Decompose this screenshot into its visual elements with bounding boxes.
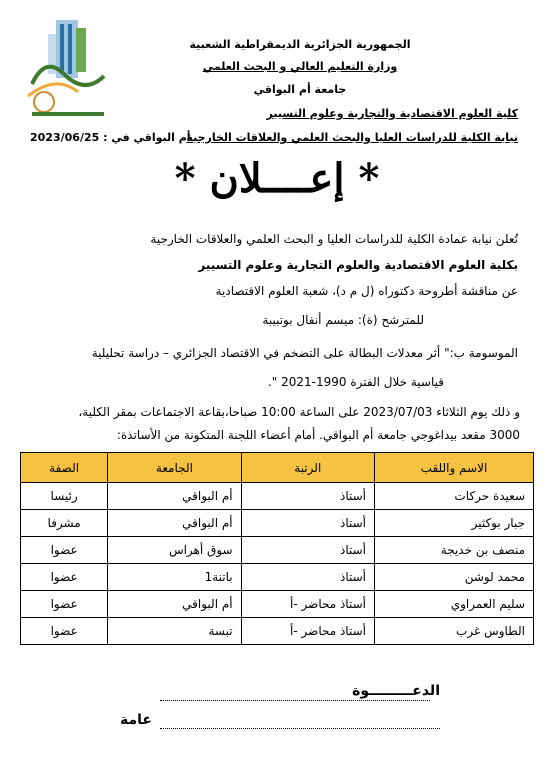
table-header-row — [21, 453, 534, 483]
member-university: أم البواقي — [108, 483, 241, 510]
republic-name: الجمهورية الجزائرية الديمقراطية الشعبية — [189, 38, 411, 51]
member-role: رئيسا — [21, 483, 108, 510]
faculty-name: كلية العلوم الاقتصادية والتجارية وعلوم التسيير — [266, 107, 518, 120]
header-university: الجامعة — [108, 453, 241, 483]
member-university: أم البواقي — [108, 591, 241, 618]
member-name: محمد لوشن — [374, 564, 533, 591]
member-university: تبسة — [108, 618, 241, 645]
university-name: جامعة أم البواقي — [253, 83, 347, 96]
member-role: عضوا — [21, 564, 108, 591]
invitation-scope — [120, 712, 440, 728]
announcement-date: أم البواقي في : 2023/06/25 — [30, 131, 191, 144]
thesis-title-line-1: الموسومة ب:" أثر معدلات البطالة على التضخم في الاقتصاد الجزائري – دراسة تحليلية — [91, 346, 518, 360]
candidate-line: للمترشح (ة): ميسم أنفال بوتبيبة — [262, 313, 424, 327]
member-role: مشرفا — [21, 510, 108, 537]
member-rank: أستاذ — [241, 483, 374, 510]
announcement-line-1: تُعلن نيابة عمادة الكلية للدراسات العليا و البحث العلمي والعلاقات الخارجية — [150, 232, 518, 246]
committee-table — [20, 452, 534, 645]
member-university: أم البواقي — [108, 510, 241, 537]
university-logo — [26, 14, 110, 124]
signature-divider-1 — [160, 700, 430, 701]
member-university: باتنة1 — [108, 564, 241, 591]
defense-time-line: و ذلك يوم الثلاثاء 2023/07/03 على الساعة 10:00 صباحا،بقاعة الاجتماعات بمقر الكلية، — [78, 405, 520, 419]
table-row — [21, 618, 534, 645]
member-rank: أستاذ — [241, 510, 374, 537]
ministry-name: وزارة التعليم العالي و البحث العلمي — [202, 60, 398, 73]
header-name: الاسم واللقب — [374, 453, 533, 483]
table-row — [21, 591, 534, 618]
member-rank: أستاذ — [241, 537, 374, 564]
member-name: سليم العمراوي — [374, 591, 533, 618]
member-role: عضوا — [21, 618, 108, 645]
member-name: جبار بوكثير — [374, 510, 533, 537]
announcement-title: * إعــــلان * — [174, 155, 380, 202]
invitation-scope-text: عامة — [120, 712, 152, 728]
member-name: سعيدة حركات — [374, 483, 533, 510]
thesis-title-line-2: قياسية خلال الفترة 1990-2021 ". — [267, 375, 444, 389]
announcement-line-2: بكلية العلوم الاقتصادية والعلوم التجارية وعلوم التسيير — [198, 258, 518, 272]
table-row — [21, 510, 534, 537]
member-rank: أستاذ محاضر -أ — [241, 618, 374, 645]
member-rank: أستاذ — [241, 564, 374, 591]
member-name: منصف بن خديجة — [374, 537, 533, 564]
university-logo-icon — [26, 14, 110, 124]
invitation-label — [140, 683, 440, 699]
invitation-label-text: الدعـــــــــوة — [352, 683, 440, 699]
member-university: سوق أهراس — [108, 537, 241, 564]
table-row — [21, 483, 534, 510]
table-row — [21, 537, 534, 564]
defense-place-line: 3000 مقعد بيداغوجي جامعة أم البواقي. أمام أعضاء اللجنة المتكونة من الأساتذة: — [116, 428, 520, 442]
deanship-name: نيابة الكلية للدراسات العليا والبحث العلمي والعلاقات الخارجية — [186, 131, 518, 144]
member-rank: أستاذ محاضر -أ — [241, 591, 374, 618]
signature-divider-2 — [160, 728, 440, 729]
member-name: الطاوس غرب — [374, 618, 533, 645]
header-rank: الرتبة — [241, 453, 374, 483]
member-role: عضوا — [21, 537, 108, 564]
header-role: الصفة — [21, 453, 108, 483]
member-role: عضوا — [21, 591, 108, 618]
table-row — [21, 564, 534, 591]
announcement-line-3: عن مناقشة أطروحة دكتوراه (ل م د)، شعبة العلوم الاقتصادية — [215, 284, 518, 298]
